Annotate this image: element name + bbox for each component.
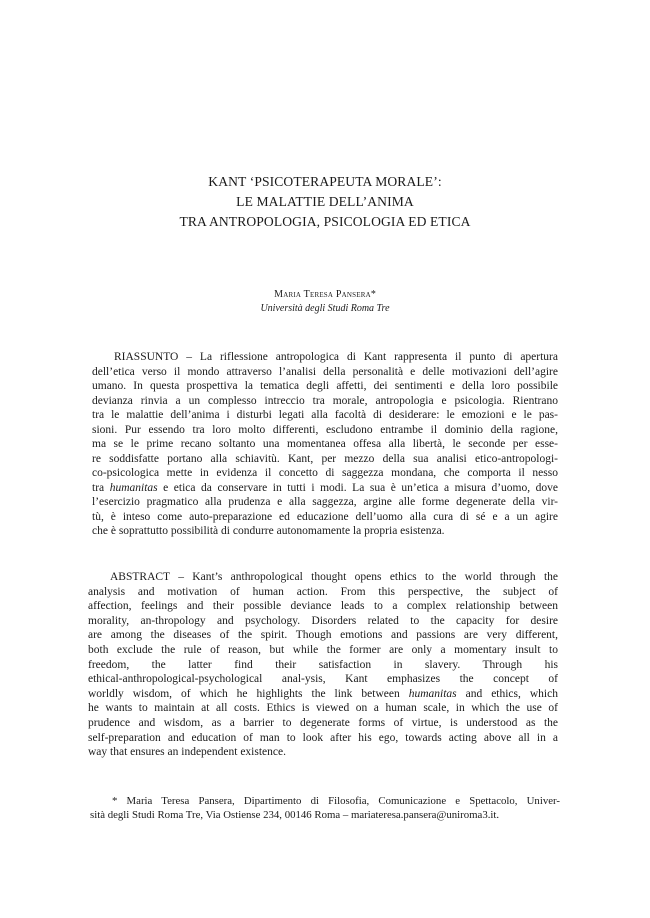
riassunto-line: umano. In questa prospettiva la tematica degli affetti, dei sentimenti e della loro possibile (92, 380, 558, 392)
riassunto-text: tra (92, 481, 110, 494)
author-affiliation: Università degli Studi Roma Tre (260, 303, 390, 314)
abstract-text: worldly wisdom, of which he highlights the link between (88, 687, 409, 700)
riassunto-line: tra le malattie dell’anima i disturbi legati alla facoltà di desiderare: le emozioni e le pas- (92, 409, 558, 421)
author-footnote (90, 794, 560, 822)
title-line-2: LE MALATTIE DELL’ANIMA (236, 194, 414, 209)
author-footnote-marker: * (370, 289, 376, 300)
riassunto-line (92, 481, 558, 496)
title-line-3: TRA ANTROPOLOGIA, PSICOLOGIA ED ETICA (179, 214, 471, 229)
author-block (0, 288, 650, 316)
footnote-line-1: * Maria Teresa Pansera, Dipartimento di Filosofia, Comunicazione e Spettacolo, Univer- (112, 795, 560, 807)
riassunto-paragraph (92, 350, 558, 539)
abstract-line: he wants to maintain at all costs. Ethics is viewed on a human scale, in which the use of (88, 702, 558, 715)
riassunto-line: co-psicologica mette in evidenza il concetto di saggezza mondana, che comporta il nesso (92, 467, 558, 479)
abstract-line: both exclude the rule of reason, but while the former are only a momentary insult to (88, 643, 558, 656)
abstract-line: freedom, the latter find their satisfaction in slavery. Through his (88, 658, 558, 671)
abstract-line: morality, an-thropology and psychology. Disorders related to the capacity for desire (88, 614, 558, 627)
abstract-paragraph (88, 570, 558, 760)
riassunto-line: dell’etica verso il mondo attraverso l’analisi della personalità e delle motivazioni dell’agire (92, 365, 558, 378)
abstract-line: are among the diseases of the spirit. Though emotions and passions are very different, (88, 629, 558, 642)
riassunto-line: l’esercizio pragmatico alla prudenza e alla saggezza, argine alle forme degenerate della vir- (92, 496, 558, 508)
riassunto-italic-term: humanitas (109, 481, 158, 494)
riassunto-line: re soddisfatte portano alla schiavitù. Kant, per mezzo della sua analisi etico-antropologi- (92, 452, 558, 465)
riassunto-text: e etica da conservare in tutti i modi. La sua è un’etica a misura d’uomo, dove (157, 481, 558, 494)
abstract-line: ethical-anthropological-psychological anal-ysis, Kant emphasizes the concept of (88, 673, 558, 686)
abstract-line: way that ensures an independent existence. (88, 746, 286, 759)
abstract-line: prudence and wisdom, as a barrier to degenerate forms of virtue, is understood as the (88, 716, 558, 729)
riassunto-line: RIASSUNTO – La riflessione antropologica di Kant rappresenta il punto di apertura (114, 351, 558, 363)
author-name: Maria Teresa Pansera (274, 289, 371, 300)
riassunto-line: devianza rinvia a un complesso intreccio tra morale, antropologia e psicologia. Rientrano (92, 394, 558, 407)
abstract-line: affection, feelings and their possible deviance leads to a complex relationship between (88, 600, 558, 613)
riassunto-line: tù, è inteso come auto-preparazione ed educazione dell’uomo alla cura di sé e a un agire (92, 510, 558, 523)
abstract-italic-term: humanitas (408, 687, 457, 700)
abstract-line: ABSTRACT – Kant’s anthropological thought opens ethics to the world through the (110, 571, 558, 583)
title-line-1: KANT ‘PSICOTERAPEUTA MORALE’: (208, 174, 442, 189)
abstract-line (88, 687, 558, 702)
footnote-line-2: sità degli Studi Roma Tre, Via Ostiense 234, 00146 Roma – mariateresa.pansera@uniroma3.it. (90, 809, 500, 821)
riassunto-line: sioni. Pur essendo tra loro molto differenti, escludono entrambe il dominio della ragione, (92, 423, 558, 436)
riassunto-line: ma se le prime recano soltanto una momentanea offesa alla libertà, le seconde per esse- (92, 438, 558, 450)
abstract-line: analysis and motivation of human action. From this perspective, the subject of (88, 585, 558, 598)
abstract-text: and ethics, which (456, 687, 558, 700)
paper-title (0, 172, 650, 232)
abstract-line: self-preparation and education of man to look after his ego, towards acting above all in a (88, 731, 558, 744)
riassunto-line: che è soprattutto possibilità di condurre autonomamente la propria esistenza. (92, 525, 445, 537)
